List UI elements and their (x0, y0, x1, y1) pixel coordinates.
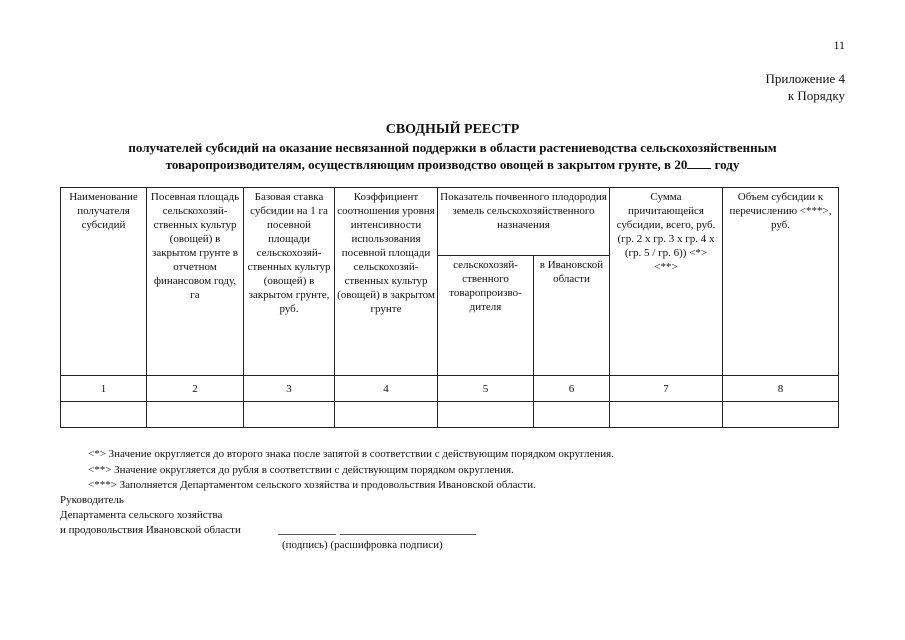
header-soil-fertility-group: Показатель почвенного плодородия земель сельскохозяйственного назначения (438, 188, 610, 256)
column-number: 7 (610, 376, 723, 402)
table-row (61, 402, 839, 428)
signatory-title-line-2: Департамента сельского хозяйства (60, 509, 223, 521)
register-table (60, 187, 839, 428)
subtitle-line-2-prefix: товаропроизводителям, осуществляющим производство овощей в закрытом грунте, в 20 (165, 157, 688, 172)
appendix-label (765, 70, 845, 104)
header-subsidy-sum: Сумма причитающейся субсидии, всего, руб. (гр. 2 x гр. 3 x гр. 4 x (гр. 5 / гр. 6)) <*> <**> (610, 188, 723, 376)
table-cell (61, 402, 147, 428)
column-number: 6 (534, 376, 610, 402)
header-intensity-coefficient: Коэффициент соотношения уровня интенсивности использования посевной площади сельскохозяй-ственных культур (овощей) в закрытом грунте (335, 188, 438, 376)
column-number: 1 (61, 376, 147, 402)
table-cell (244, 402, 335, 428)
table-cell (534, 402, 610, 428)
column-number: 5 (438, 376, 534, 402)
table-cell (438, 402, 534, 428)
signature-decoding-line (340, 533, 476, 535)
header-base-rate: Базовая ставка субсидии на 1 га посевной площади сельскохозяй-ственных культур (овощей) в закрытом грунте, руб. (244, 188, 335, 376)
header-producer-fertility: сельскохозяй-ственного товаропроизво-дителя (438, 256, 534, 376)
appendix-line-1: Приложение 4 (765, 71, 845, 86)
header-sown-area: Посевная площадь сельскохозяй-ственных культур (овощей) в закрытом грунте в отчетном финансовом году, га (147, 188, 244, 376)
table-cell (610, 402, 723, 428)
header-region-fertility: в Ивановской области (534, 256, 610, 376)
signatory-title-line-3: и продовольствия Ивановской области (60, 524, 241, 536)
table-cell (147, 402, 244, 428)
signature-caption: (подпись) (расшифровка подписи) (282, 539, 443, 551)
header-recipient-name: Наименование получателя субсидий (61, 188, 147, 376)
column-number-row (61, 376, 839, 402)
footnote-rounding-ruble: <**> Значение округляется до рубля в соответствии с действующим порядком округления. (88, 464, 514, 476)
page-number: 11 (833, 38, 845, 52)
table-cell (723, 402, 839, 428)
footnote-rounding-decimal: <*> Значение округляется до второго знака после запятой в соответствии с действующим порядком округления. (88, 448, 614, 460)
footnote-filled-by-department: <***> Заполняется Департаментом сельского хозяйства и продовольствия Ивановской области. (88, 479, 536, 491)
document-subtitle (60, 139, 845, 173)
table-cell (335, 402, 438, 428)
column-number: 8 (723, 376, 839, 402)
subtitle-line-2 (60, 156, 845, 173)
document-title: СВОДНЫЙ РЕЕСТР (385, 122, 520, 137)
column-number: 2 (147, 376, 244, 402)
column-number: 3 (244, 376, 335, 402)
year-blank (687, 157, 711, 169)
appendix-line-2: к Порядку (787, 88, 845, 103)
subtitle-line-1: получателей субсидий на оказание несвязанной поддержки в области растениеводства сельскохозяйственным (128, 140, 777, 155)
subtitle-line-2-suffix: году (711, 157, 740, 172)
signature-line (278, 533, 336, 535)
header-transfer-amount: Объем субсидии к перечислению <***>, руб. (723, 188, 839, 376)
signatory-title-line-1: Руководитель (60, 494, 124, 506)
column-number: 4 (335, 376, 438, 402)
